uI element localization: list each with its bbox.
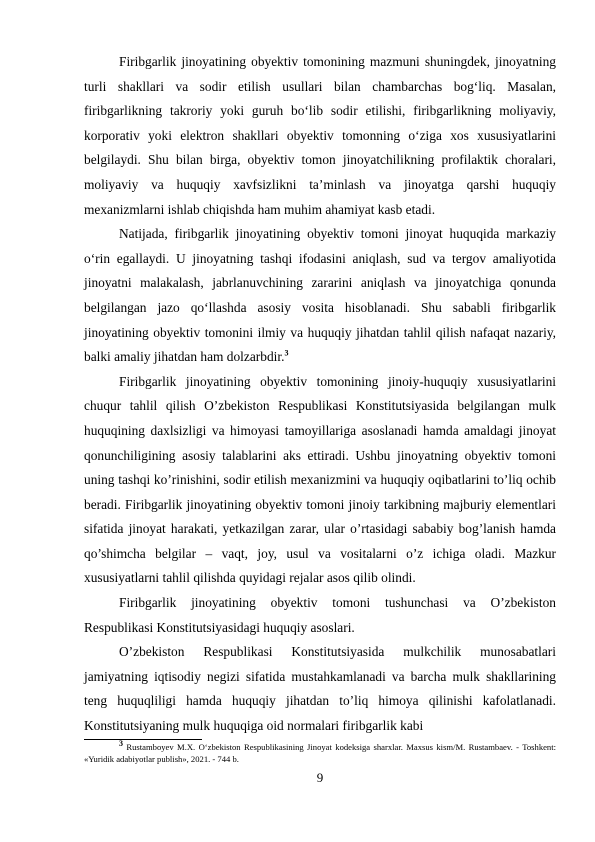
footnote-divider [84,739,202,740]
footnote-reference[interactable]: 3 [284,348,289,358]
page-number: 9 [316,770,324,785]
footnote-number: 3 [119,739,123,749]
document-body [84,50,556,739]
paragraph-3: Firibgarlik jinoyatining obyektiv tomonining jinoiy-huquqiy xususiyatlarini chuqur tahlil qilish O’zbekiston Respublikasi Konstitutsiyasida belgilangan mulk huquqining daxlsizligi va himoyasi tamoyillariga asoslanadi hamda amaldagi jinoyat qonunchiligining asosiy talablarini aks ettiradi. Ushbu jinoyatning obyektiv tomoni uning tashqi ko’rinishini, sodir etilish mexanizmini va huquqiy oqibatlarini to’liq ochib beradi. Firibgarlik jinoyatining obyektiv tomoni jinoiy tarkibning majburiy elementlari sifatida jinoyat harakati, yetkazilgan zarar, ular o’rtasidagi sababiy bog’lanish hamda qo’shimcha belgilar – vaqt, joy, usul va vositalarni o’z ichiga oladi. Mazkur xususiyatlarni tahlil qilishda quyidagi rejalar asos qilib olindi. [84,373,556,586]
paragraph-2 [84,222,556,370]
paragraph-2-text: Natijada, firibgarlik jinoyatining obyektiv tomoni jinoyat huquqida markaziy o‘rin egallaydi. U jinoyatning tashqi ifodasini aniqlash, sud va tergov amaliyotida jinoyatni malakalash, jabrlanuvchining zararini aniqlash va jinoyatchiga qonunda belgilangan jazo qo‘llashda asosiy vosita hisoblanadi. Shu sababli firibgarlik jinoyatining obyektiv tomonini ilmiy va huquqiy jihatdan tahlil qilish nafaqat nazariy, balki amaliy jihatdan ham dolzarbdir. [84,226,556,365]
footnote [84,741,556,765]
footnote-text: Rustamboyev M.X. O‘zbekiston Respublikasining Jinoyat kodeksiga sharxlar. Maxsus kism/M. Rustambaev. - Toshkent: «Yuridik adabiyotlar publish», 2021. - 744 b. [84,742,557,764]
paragraph-4: Firibgarlik jinoyatining obyektiv tomoni tushunchasi va O’zbekiston Respublikasi Konstitutsiyasidagi huquqiy asoslari. [84,595,556,635]
paragraph-1: Firibgarlik jinoyatining obyektiv tomonining mazmuni shuningdek, jinoyatning turli shakllari va sodir etilish usullari bilan chambarchas bog‘liq. Masalan, firibgarlikning takroriy yoki guruh bo‘lib sodir etilishi, firibgarlikning moliyaviy, korporativ yoki elektron shakllari obyektiv tomonning o‘ziga xos xususiyatlarini belgilaydi. Shu bilan birga, obyektiv tomon jinoyatchilikning profilaktik choralari, moliyaviy va huquqiy xavfsizlikni ta’minlash va jinoyatga qarshi huquqiy mexanizmlarni ishlab chiqishda ham muhim ahamiyat kasb etadi. [84,54,556,217]
paragraph-5: O’zbekiston Respublikasi Konstitutsiyasida mulkchilik munosabatlari jamiyatning iqtisodiy negizi sifatida mustahkamlanadi va barcha mulk shakllarining teng huquqliligi hamda huquqiy jihatdan to’liq himoya qilinishi kafolatlanadi. Konstitutsiyaning mulk huquqiga oid normalari firibgarlik kabi [84,644,556,734]
